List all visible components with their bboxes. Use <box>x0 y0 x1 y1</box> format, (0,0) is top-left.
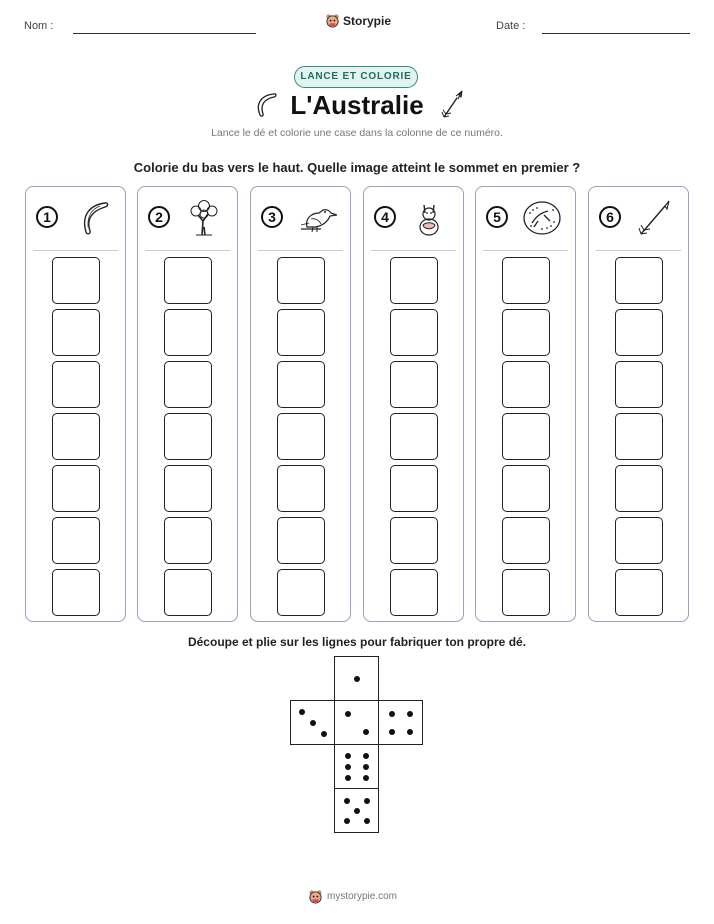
activity-badge: LANCE ET COLORIE <box>294 66 418 88</box>
dice-pip <box>407 711 413 717</box>
dice-pip <box>363 775 369 781</box>
color-cell[interactable] <box>52 361 100 408</box>
color-cell[interactable] <box>277 569 325 616</box>
storypie-mascot-icon <box>325 13 340 28</box>
color-cell[interactable] <box>615 517 663 564</box>
color-cell[interactable] <box>390 569 438 616</box>
color-cell[interactable] <box>615 361 663 408</box>
dice-face-4 <box>378 700 423 745</box>
color-cell[interactable] <box>390 309 438 356</box>
column-number: 3 <box>261 206 283 228</box>
color-cell[interactable] <box>52 257 100 304</box>
color-cell[interactable] <box>615 413 663 460</box>
column-divider <box>145 250 230 251</box>
dice-face-6 <box>334 744 379 789</box>
date-label: Date : <box>496 20 526 32</box>
color-cell[interactable] <box>390 413 438 460</box>
page-subtitle: Lance le dé et colorie une case dans la colonne de ce numéro. <box>211 127 503 139</box>
color-cell[interactable] <box>277 309 325 356</box>
dice-pip <box>299 709 305 715</box>
color-cell[interactable] <box>277 257 325 304</box>
color-cell[interactable] <box>52 309 100 356</box>
kookaburra-icon <box>297 199 337 237</box>
column-3 <box>250 186 351 622</box>
color-cell[interactable] <box>277 361 325 408</box>
dice-pip <box>407 729 413 735</box>
color-cell[interactable] <box>615 569 663 616</box>
name-line[interactable] <box>73 33 256 34</box>
dice-pip <box>310 720 316 726</box>
dice-pip <box>345 711 351 717</box>
storypie-mascot-icon <box>308 889 323 904</box>
color-cell[interactable] <box>277 517 325 564</box>
color-cell[interactable] <box>390 465 438 512</box>
dice-pip <box>364 818 370 824</box>
color-cell[interactable] <box>277 413 325 460</box>
dice-pip <box>321 731 327 737</box>
page-title: L'Australie <box>290 90 424 120</box>
color-cell[interactable] <box>502 413 550 460</box>
name-label: Nom : <box>24 20 54 32</box>
dice-pip <box>389 729 395 735</box>
column-number: 2 <box>148 206 170 228</box>
date-line[interactable] <box>542 33 690 34</box>
dice-pip <box>363 764 369 770</box>
dice-pip <box>389 711 395 717</box>
color-cell[interactable] <box>390 361 438 408</box>
column-6 <box>588 186 689 622</box>
dice-pip <box>344 798 350 804</box>
color-cell[interactable] <box>164 517 212 564</box>
spear-title-icon <box>440 90 464 120</box>
color-cell[interactable] <box>502 569 550 616</box>
column-number: 4 <box>374 206 396 228</box>
dice-pip <box>345 764 351 770</box>
color-cell[interactable] <box>52 413 100 460</box>
column-divider <box>371 250 456 251</box>
color-cell[interactable] <box>615 309 663 356</box>
color-cell[interactable] <box>502 361 550 408</box>
dice-pip <box>363 753 369 759</box>
column-number: 6 <box>599 206 621 228</box>
column-5 <box>475 186 576 622</box>
column-divider <box>596 250 681 251</box>
boomerang-icon <box>72 199 112 237</box>
dice-face-2 <box>334 700 379 745</box>
color-cell[interactable] <box>390 517 438 564</box>
dice-pip <box>354 676 360 682</box>
brand-name: Storypie <box>343 13 392 28</box>
color-cell[interactable] <box>52 569 100 616</box>
dice-pip <box>363 729 369 735</box>
color-cell[interactable] <box>502 309 550 356</box>
game-instruction: Colorie du bas vers le haut. Quelle image atteint le sommet en premier ? <box>133 160 581 175</box>
color-cell[interactable] <box>277 465 325 512</box>
color-cell[interactable] <box>164 465 212 512</box>
color-cell[interactable] <box>52 517 100 564</box>
dice-face-1 <box>334 656 379 701</box>
aboriginal-art-icon <box>522 199 562 237</box>
color-cell[interactable] <box>164 257 212 304</box>
column-divider <box>483 250 568 251</box>
color-cell[interactable] <box>502 465 550 512</box>
column-divider <box>258 250 343 251</box>
dice-instruction: Découpe et plie sur les lignes pour fabriquer ton propre dé. <box>187 635 527 649</box>
footer <box>308 889 397 904</box>
dice-pip <box>345 753 351 759</box>
dice-pip <box>364 798 370 804</box>
column-4 <box>363 186 464 622</box>
dice-pip <box>345 775 351 781</box>
dice-pip <box>354 808 360 814</box>
color-cell[interactable] <box>52 465 100 512</box>
dice-face-3 <box>290 700 335 745</box>
column-2 <box>137 186 238 622</box>
color-cell[interactable] <box>615 257 663 304</box>
color-cell[interactable] <box>390 257 438 304</box>
boomerang-title-icon <box>252 91 278 119</box>
color-cell[interactable] <box>615 465 663 512</box>
footer-url[interactable]: mystorypie.com <box>327 891 398 902</box>
color-cell[interactable] <box>502 257 550 304</box>
brand-logo <box>325 13 391 28</box>
tree-icon <box>184 199 224 237</box>
kangaroo-icon <box>410 199 450 237</box>
column-number: 1 <box>36 206 58 228</box>
color-cell[interactable] <box>164 361 212 408</box>
column-1 <box>25 186 126 622</box>
spear-icon <box>635 199 675 237</box>
color-cell[interactable] <box>164 309 212 356</box>
color-cell[interactable] <box>164 569 212 616</box>
color-cell[interactable] <box>164 413 212 460</box>
column-number: 5 <box>486 206 508 228</box>
column-divider <box>33 250 118 251</box>
color-cell[interactable] <box>502 517 550 564</box>
dice-face-5 <box>334 788 379 833</box>
dice-pip <box>344 818 350 824</box>
